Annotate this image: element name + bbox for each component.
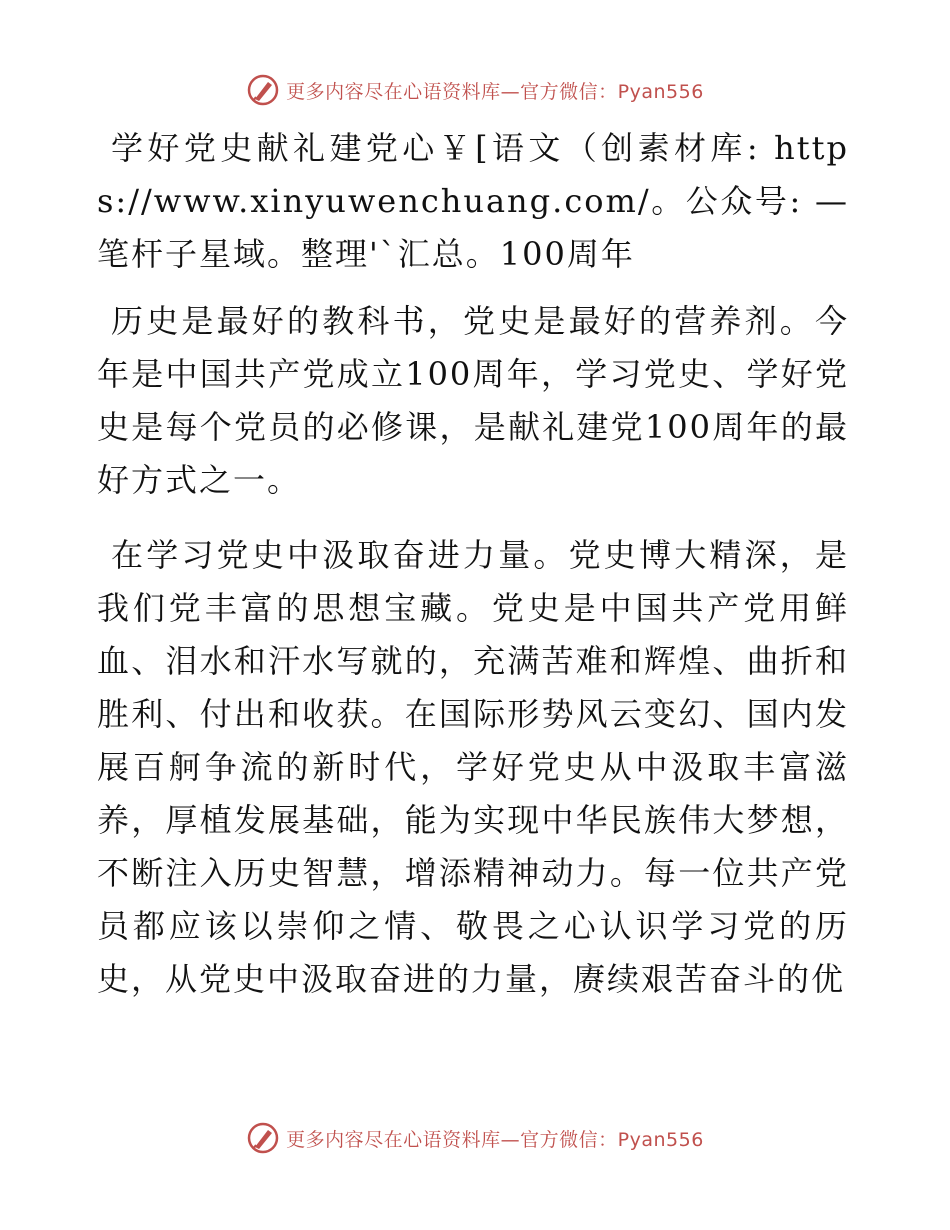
document-body: [97, 122, 849, 1028]
body-paragraph: 在学习党史中汲取奋进力量。党史博大精深，是我们党丰富的思想宝藏。党史是中国共产党用鲜血、泪水和汗水写就的，充满苦难和辉煌、曲折和胜利、付出和收获。在国际形势风云变幻、国内发展百舸争流的新时代，学好党史从中汲取丰富滋养，厚植发展基础，能为实现中华民族伟大梦想，不断注入历史智慧，增添精神动力。每一位共产党员都应该以崇仰之情、敬畏之心认识学习党的历史，从党史中汲取奋进的力量，赓续艰苦奋斗的优: [97, 536, 849, 998]
title-paragraph: 学好党史献礼建党心￥[语文（创素材库: https://www.xinyuwenchuang.com/。公众号: —笔杆子星域。整理'`汇总。100周年: [97, 129, 849, 273]
footer-watermark: [0, 1118, 950, 1158]
header-watermark: [0, 70, 950, 110]
watermark-text: 更多内容尽在心语资料库—官方微信：Pyan556: [286, 80, 704, 103]
watermark-text: 更多内容尽在心语资料库—官方微信：Pyan556: [286, 1128, 704, 1151]
body-paragraph: 历史是最好的教科书，党史是最好的营养剂。今年是中国共产党成立100周年，学习党史、学好党史是每个党员的必修课，是献礼建党100周年的最好方式之一。: [97, 302, 849, 499]
quill-pen-logo-icon: [246, 1121, 280, 1155]
quill-pen-logo-icon: [246, 73, 280, 107]
